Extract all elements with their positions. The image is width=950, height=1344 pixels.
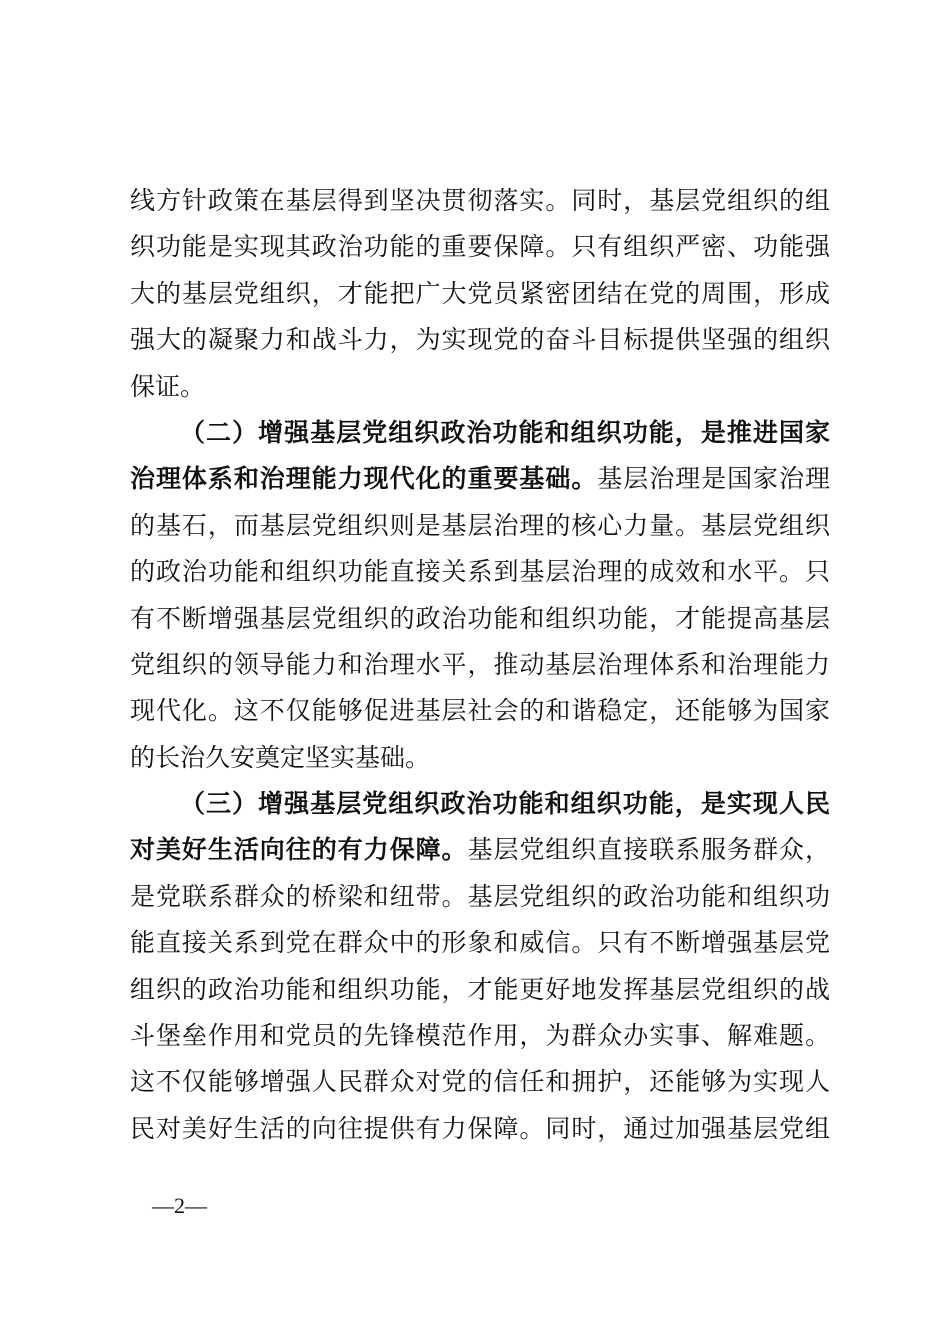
section-heading-3: （三）增强基层党组织政治功能和组织功能，是实现人民 [180,789,830,819]
text-line: 线方针政策在基层得到坚决贯彻落实。同时，基层党组织的组 [130,186,830,215]
text-line: 的基石，而基层党组织则是基层治理的核心力量。基层党组织 [130,510,830,540]
text-line: 的长治久安奠定坚实基础。 [130,742,431,772]
text-line: 有不断增强基层党组织的政治功能和组织功能，才能提高基层 [130,603,830,633]
text-line: 斗堡垒作用和党员的先锋模范作用，为群众办实事、解难题。 [130,1021,830,1051]
section-heading-2-cont: 治理体系和治理能力现代化的重要基础。 [130,464,598,494]
section-heading-2: （二）增强基层党组织政治功能和组织功能，是推进国家 [180,417,830,447]
section-heading-line: 对美好生活向往的有力保障。基层党组织直接联系服务群众， [130,835,830,865]
text-line: 能直接关系到党在群众中的形象和威信。只有不断增强基层党 [130,928,830,958]
text-line: 保证。 [130,371,206,401]
text-line: 的政治功能和组织功能直接关系到基层治理的成效和水平。只 [130,557,830,587]
body-text [130,178,830,1152]
section-heading-3-cont: 对美好生活向往的有力保障。 [130,835,468,865]
text-line: 现代化。这不仅能够促进基层社会的和谐稳定，还能够为国家 [130,696,830,726]
text-line: 是党联系群众的桥梁和纽带。基层党组织的政治功能和组织功 [130,881,830,911]
text-line: 织功能是实现其政治功能的重要保障。只有组织严密、功能强 [130,232,830,262]
text-line: 强大的凝聚力和战斗力，为实现党的奋斗目标提供坚强的组织 [130,325,830,355]
text-line: 大的基层党组织，才能把广大党员紧密团结在党的周围，形成 [130,278,830,308]
text-line: 党组织的领导能力和治理水平，推动基层治理体系和治理能力 [130,649,830,679]
page-number: —2— [152,1193,207,1218]
text-line: 组织的政治功能和组织功能，才能更好地发挥基层党组织的战 [130,974,830,1004]
text-line: 民对美好生活的向往提供有力保障。同时，通过加强基层党组 [130,1113,830,1143]
text-line: 这不仅能够增强人民群众对党的信任和拥护，还能够为实现人 [130,1067,830,1097]
section-heading-line: 治理体系和治理能力现代化的重要基础。基层治理是国家治理 [130,464,830,494]
section-heading-line [130,410,830,456]
section-heading-line [130,781,830,827]
